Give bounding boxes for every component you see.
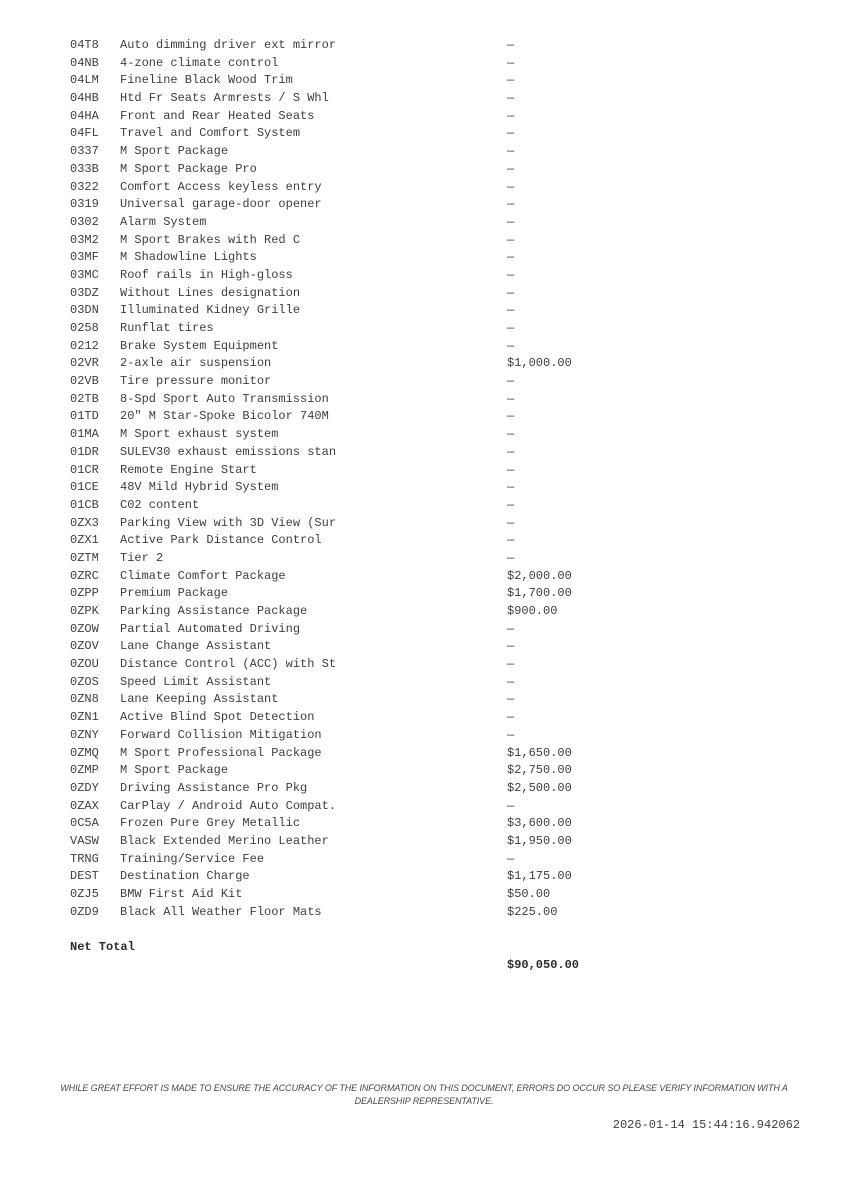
option-description: Driving Assistance Pro Pkg (120, 780, 308, 795)
option-price: — (507, 444, 515, 459)
option-code: 04HB (70, 91, 99, 106)
option-price: — (507, 214, 515, 229)
option-description: Forward Collision Mitigation (120, 727, 322, 742)
option-price: — (507, 321, 515, 335)
option-description: Black All Weather Floor Mats (120, 904, 322, 919)
table-row (70, 479, 810, 497)
option-code: 02VR (70, 356, 99, 371)
table-row (70, 798, 810, 816)
option-price: $900.00 (507, 604, 558, 618)
option-price: — (507, 250, 515, 265)
option-description: M Sport Brakes with Red C (120, 232, 301, 247)
option-description: Lane Keeping Assistant (120, 692, 279, 707)
option-description: Runflat tires (120, 321, 214, 335)
option-description: Roof rails in High-gloss (120, 267, 293, 282)
option-code: 0212 (70, 338, 99, 353)
option-description: 2-axle air suspension (120, 356, 272, 371)
option-code: 0337 (70, 144, 99, 159)
option-code: 0ZPK (70, 604, 99, 618)
option-description: Premium Package (120, 586, 229, 601)
option-code: 0ZOU (70, 657, 99, 672)
option-code: 0ZMP (70, 763, 99, 778)
option-price: $50.00 (507, 887, 551, 901)
option-price: — (507, 497, 515, 512)
option-code: 0ZJ5 (70, 887, 99, 901)
table-row (70, 656, 810, 674)
table-row (70, 285, 810, 303)
option-price: — (507, 409, 515, 424)
table-row (70, 674, 810, 692)
option-code: 03DZ (70, 285, 99, 300)
table-row (70, 214, 810, 232)
option-code: 0ZTM (70, 550, 99, 565)
table-row (70, 815, 810, 833)
option-price: — (507, 303, 515, 318)
option-code: 04NB (70, 55, 99, 70)
option-description: M Sport Package (120, 763, 229, 778)
option-description: M Shadowline Lights (120, 250, 257, 265)
table-row (70, 355, 810, 373)
option-price: — (507, 621, 515, 636)
option-description: Partial Automated Driving (120, 621, 301, 636)
table-row (70, 762, 810, 780)
option-code: 0ZD9 (70, 904, 99, 919)
option-price: — (507, 55, 515, 70)
option-code: 04LM (70, 73, 99, 88)
option-description: Fineline Black Wood Trim (120, 73, 293, 88)
table-row (70, 621, 810, 639)
option-description: CarPlay / Android Auto Compat. (120, 798, 337, 813)
option-code: 0ZX1 (70, 533, 99, 548)
option-code: 0ZOV (70, 639, 99, 654)
option-price: — (507, 727, 515, 742)
table-row (70, 780, 810, 798)
option-code: 0ZN8 (70, 692, 99, 707)
table-row (70, 868, 810, 886)
table-row (70, 108, 810, 126)
option-price: — (507, 338, 515, 353)
option-price: — (507, 197, 515, 212)
option-description: Auto dimming driver ext mirror (120, 38, 337, 52)
option-price: — (507, 144, 515, 159)
table-row (70, 709, 810, 727)
table-row (70, 904, 810, 922)
option-price: $1,175.00 (507, 869, 572, 884)
option-price: — (507, 851, 515, 866)
option-price: — (507, 285, 515, 300)
table-row (70, 143, 810, 161)
option-code: 04T8 (70, 38, 99, 52)
table-row (70, 426, 810, 444)
option-price: $1,950.00 (507, 833, 572, 848)
option-price: — (507, 674, 515, 689)
net-total-label: Net Total (70, 940, 135, 955)
option-code: 01TD (70, 409, 99, 424)
option-code: 02TB (70, 391, 99, 406)
table-row (70, 462, 810, 480)
option-price: — (507, 179, 515, 194)
option-code: 0ZN1 (70, 710, 99, 725)
table-row (70, 550, 810, 568)
option-price: — (507, 391, 515, 406)
table-row (70, 161, 810, 179)
option-description: Black Extended Merino Leather (120, 833, 329, 848)
table-row (70, 727, 810, 745)
table-row (70, 72, 810, 90)
table-row (70, 638, 810, 656)
option-price: — (507, 374, 515, 389)
option-description: Parking View with 3D View (Sur (120, 515, 337, 530)
option-code: 01CE (70, 480, 99, 495)
options-table (70, 37, 810, 972)
table-row (70, 833, 810, 851)
table-row (70, 90, 810, 108)
table-row (70, 125, 810, 143)
option-code: TRNG (70, 851, 99, 866)
option-price: — (507, 798, 515, 813)
option-code: 01CB (70, 497, 99, 512)
option-description: SULEV30 exhaust emissions stan (120, 444, 337, 459)
option-description: 20" M Star-Spoke Bicolor 740M (120, 409, 329, 424)
option-price: — (507, 710, 515, 725)
option-price: — (507, 515, 515, 530)
net-total-price: $90,050.00 (507, 957, 580, 972)
table-row (70, 179, 810, 197)
option-code: 03DN (70, 303, 99, 318)
option-price: $1,650.00 (507, 745, 572, 760)
option-price: — (507, 427, 515, 442)
option-code: 03MC (70, 267, 99, 282)
table-row (70, 196, 810, 214)
option-description: Tire pressure monitor (120, 374, 272, 389)
table-row (70, 249, 810, 267)
table-row (70, 497, 810, 515)
option-price: $2,500.00 (507, 780, 572, 795)
option-code: 01MA (70, 427, 99, 442)
option-description: 4-zone climate control (120, 55, 279, 70)
table-row (70, 568, 810, 586)
table-row (70, 267, 810, 285)
option-code: 0ZRC (70, 568, 99, 583)
option-description: M Sport Professional Package (120, 745, 322, 760)
table-row (70, 37, 810, 55)
option-description: Without Lines designation (120, 285, 301, 300)
option-price: $1,000.00 (507, 356, 572, 371)
table-row (70, 515, 810, 533)
net-total-row (70, 921, 810, 972)
option-code: 0ZAX (70, 798, 99, 813)
table-row (70, 55, 810, 73)
option-price: — (507, 161, 515, 176)
option-description: 8-Spd Sport Auto Transmission (120, 391, 329, 406)
option-description: Climate Comfort Package (120, 568, 286, 583)
option-price: — (507, 232, 515, 247)
option-description: BMW First Aid Kit (120, 887, 243, 901)
options-table-body (70, 37, 810, 921)
option-code: 0ZX3 (70, 515, 99, 530)
option-price: — (507, 533, 515, 548)
option-price: — (507, 639, 515, 654)
option-code: 03M2 (70, 232, 99, 247)
option-code: 03MF (70, 250, 99, 265)
option-description: Active Blind Spot Detection (120, 710, 315, 725)
option-price: — (507, 108, 515, 123)
option-description: M Sport exhaust system (120, 427, 279, 442)
table-row (70, 320, 810, 338)
option-price: — (507, 126, 515, 141)
table-row (70, 444, 810, 462)
option-price: $2,000.00 (507, 568, 572, 583)
option-code: 0ZOW (70, 621, 99, 636)
option-description: Remote Engine Start (120, 462, 257, 477)
option-price: — (507, 73, 515, 88)
option-price: — (507, 38, 515, 52)
table-row (70, 851, 810, 869)
option-description: Travel and Comfort System (120, 126, 301, 141)
option-price: — (507, 267, 515, 282)
option-code: 0302 (70, 214, 99, 229)
table-row (70, 745, 810, 763)
option-code: 04HA (70, 108, 99, 123)
option-description: Universal garage-door opener (120, 197, 322, 212)
table-row (70, 302, 810, 320)
option-code: 02VB (70, 374, 99, 389)
option-code: 0319 (70, 197, 99, 212)
table-row (70, 585, 810, 603)
table-row (70, 373, 810, 391)
option-description: Active Park Distance Control (120, 533, 322, 548)
option-description: Htd Fr Seats Armrests / S Whl (120, 91, 329, 106)
option-code: 0C5A (70, 816, 99, 831)
table-row (70, 691, 810, 709)
timestamp: 2026-01-14 15:44:16.942062 (612, 1118, 800, 1132)
option-description: Distance Control (ACC) with St (120, 657, 337, 672)
option-code: 01DR (70, 444, 99, 459)
option-code: VASW (70, 833, 99, 848)
option-code: 04FL (70, 126, 99, 141)
option-description: Comfort Access keyless entry (120, 179, 322, 194)
option-price: — (507, 550, 515, 565)
option-description: Lane Change Assistant (120, 639, 272, 654)
option-code: 0ZNY (70, 727, 99, 742)
option-code: 0ZMQ (70, 745, 99, 760)
option-price: $2,750.00 (507, 763, 572, 778)
option-description: M Sport Package Pro (120, 161, 257, 176)
option-price: — (507, 657, 515, 672)
table-row (70, 886, 810, 904)
option-description: Speed Limit Assistant (120, 674, 272, 689)
option-price: — (507, 462, 515, 477)
option-price: $225.00 (507, 904, 558, 919)
disclaimer-text: WHILE GREAT EFFORT IS MADE TO ENSURE THE ACCURACY OF THE INFORMATION ON THIS DOCUMENT, ERRORS DO OCCUR SO PLEASE VERIFY INFORMATION WITH A DEALERSHIP REPRESENTATIVE. (60, 1083, 788, 1106)
option-description: Front and Rear Heated Seats (120, 108, 315, 123)
table-row (70, 338, 810, 356)
option-code: 0258 (70, 321, 99, 335)
table-row (70, 232, 810, 250)
option-description: Frozen Pure Grey Metallic (120, 816, 301, 831)
option-description: Illuminated Kidney Grille (120, 303, 301, 318)
table-row (70, 391, 810, 409)
option-code: 0ZDY (70, 780, 99, 795)
option-description: Tier 2 (120, 550, 164, 565)
option-code: 01CR (70, 462, 99, 477)
option-description: 48V Mild Hybrid System (120, 480, 279, 495)
option-price: — (507, 91, 515, 106)
option-description: Training/Service Fee (120, 851, 265, 866)
table-row (70, 603, 810, 621)
option-description: Destination Charge (120, 869, 250, 884)
option-description: Alarm System (120, 214, 207, 229)
option-code: 033B (70, 161, 99, 176)
option-description: Brake System Equipment (120, 338, 279, 353)
option-price: — (507, 692, 515, 707)
option-description: M Sport Package (120, 144, 229, 159)
option-description: C02 content (120, 497, 200, 512)
option-description: Parking Assistance Package (120, 604, 308, 618)
option-price: — (507, 480, 515, 495)
option-code: 0322 (70, 179, 99, 194)
option-price: $1,700.00 (507, 586, 572, 601)
option-code: 0ZOS (70, 674, 99, 689)
option-price: $3,600.00 (507, 816, 572, 831)
option-code: 0ZPP (70, 586, 99, 601)
table-row (70, 532, 810, 550)
table-row (70, 408, 810, 426)
option-code: DEST (70, 869, 99, 884)
